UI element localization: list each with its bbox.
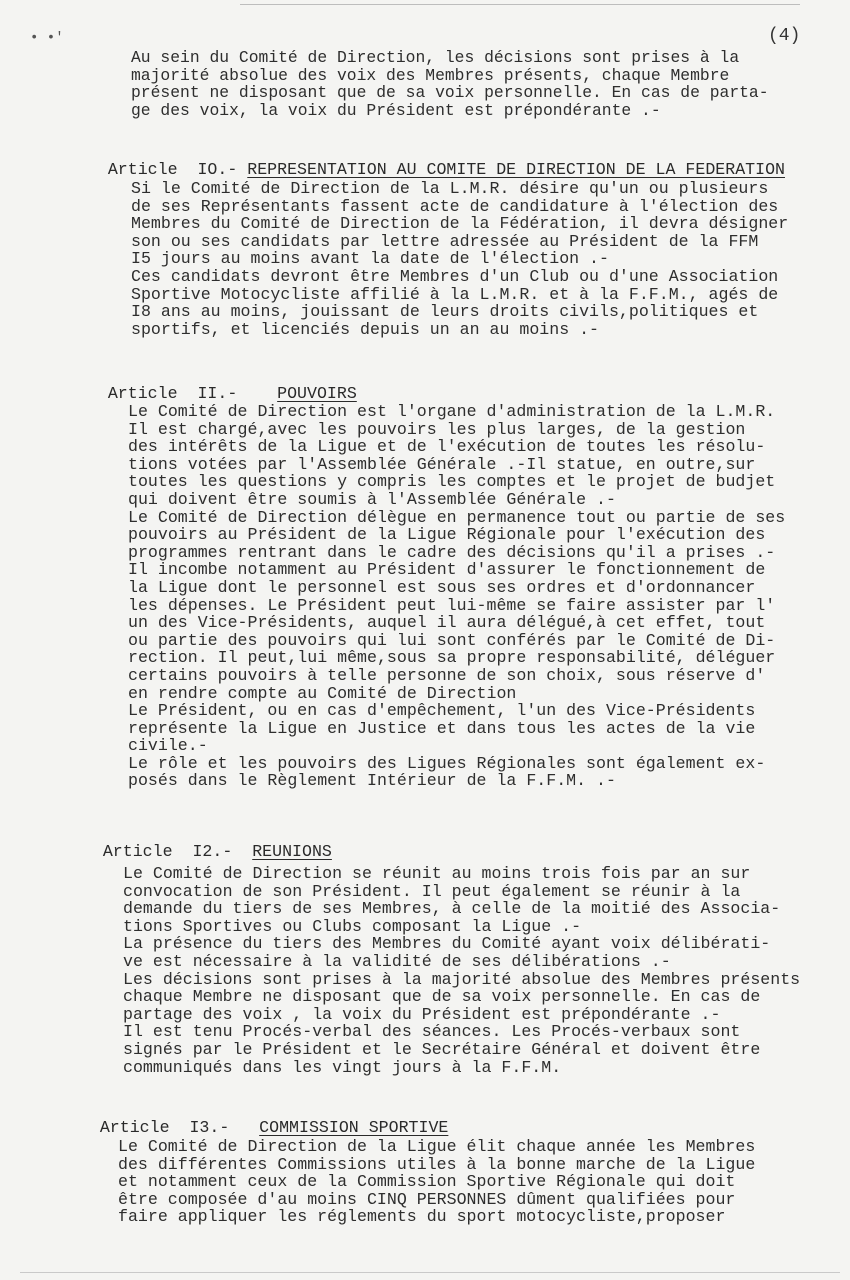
corner-mark: • •' bbox=[30, 30, 64, 46]
intro-paragraph: Au sein du Comité de Direction, les décisions sont prises à la majorité absolue des voix des Membres présents, chaque Membre présent ne disposant que de sa voix personnelle. En cas de parta- ge des voix, la voix du Président est prépondérante .- bbox=[131, 48, 769, 120]
article-13-label: Article I3.- bbox=[99, 1118, 260, 1137]
article-12-body: Le Comité de Direction se réunit au moins trois fois par an sur convocation de son Président. Il peut également se réunir à la demande du tiers de ses Membres, à celle de la moitié des Associa- tions Sportives ou Clubs composant la Ligue .- La présence du tiers des Membres du Comité ayant voix délibérati- ve est nécessaire à la validité de ses délibérations .- Les décisions sont prises à la majorité absolue des Membres présents chaque Membre ne disposant que de sa voix personnelle. En cas de partage des voix , la voix du Président est prépondérante .- Il est tenu Procés-verbal des séances. Les Procés-verbaux sont signés par le Président et le Secrétaire Général et doivent être communiqués dans les vingt jours à la F.F.M. bbox=[123, 864, 801, 1077]
top-edge-line bbox=[240, 4, 800, 5]
article-11-title: POUVOIRS bbox=[277, 384, 357, 403]
page-number: (4) bbox=[768, 26, 801, 46]
article-10-title: REPRESENTATION AU COMITE DE DIRECTION DE LA FEDERATION bbox=[247, 160, 785, 179]
article-10-body: Si le Comité de Direction de la L.M.R. désire qu'un ou plusieurs de ses Représentants fassent acte de candidature à l'élection des Membres du Comité de Direction de la Fédération, il devra désigner son ou ses candidats par lettre adressée au Président de la FFM I5 jours au moins avant la date de l'élection .- Ces candidats devront être Membres d'un Club ou d'une Association Sportive Motocycliste affilié à la L.M.R. et à la F.F.M., agés de I8 ans au moins, jouissant de leurs droits civils,politiques et sportifs, et licenciés depuis un an au moins .- bbox=[131, 179, 789, 339]
article-12-title: REUNIONS bbox=[252, 842, 332, 861]
bottom-edge-line bbox=[20, 1272, 840, 1273]
article-11-label: Article II.- bbox=[107, 384, 278, 403]
article-10-label: Article IO.- bbox=[107, 160, 248, 179]
article-11-body: Le Comité de Direction est l'organe d'administration de la L.M.R. Il est chargé,avec les pouvoirs les plus larges, de la gestion des intérêts de la Ligue et de l'exécution de toutes les résolu- tions votées par l'Assemblée Générale .-Il statue, en outre,sur toutes les questions y compris les comptes et le projet de budjet qui doivent être soumis à l'Assemblée Générale .- Le Comité de Direction délègue en permanence tout ou partie de ses pouvoirs au Président de la Ligue Régionale pour l'exécution des programmes rentrant dans le cadre des décisions qu'il a prises .- Il incombe notamment au Président d'assurer le fonctionnement de la Ligue dont le personnel est sous ses ordres et d'ordonnancer les dépenses. Le Président peut lui-même se faire assister par l' un des Vice-Présidents, auquel il aura délégué,à cet effet, tout ou partie des pouvoirs qui lui sont conférés par le Comité de Di- rection. Il peut,lui même,sous sa propre responsabilité, déléguer certains pouvoirs à telle personne de son choix, sous réserve d' en rendre compte au Comité de Direction Le Président, ou en cas d'empêchement, l'un des Vice-Présidents représente la Ligue en Justice et dans tous les actes de la vie civile.- Le rôle et les pouvoirs des Ligues Régionales sont également ex- posés dans le Règlement Intérieur de la F.F.M. .- bbox=[128, 402, 786, 791]
article-13-body: Le Comité de Direction de la Ligue élit chaque année les Membres des différentes Commissions utiles à la bonne marche de la Ligue et notamment ceux de la Commission Sportive Régionale qui doit être composée d'au moins CINQ PERSONNES dûment qualifiées pour faire appliquer les réglements du sport motocycliste,proposer bbox=[118, 1137, 756, 1227]
article-13-title: COMMISSION SPORTIVE bbox=[259, 1118, 449, 1137]
article-12-label: Article I2.- bbox=[102, 842, 253, 861]
